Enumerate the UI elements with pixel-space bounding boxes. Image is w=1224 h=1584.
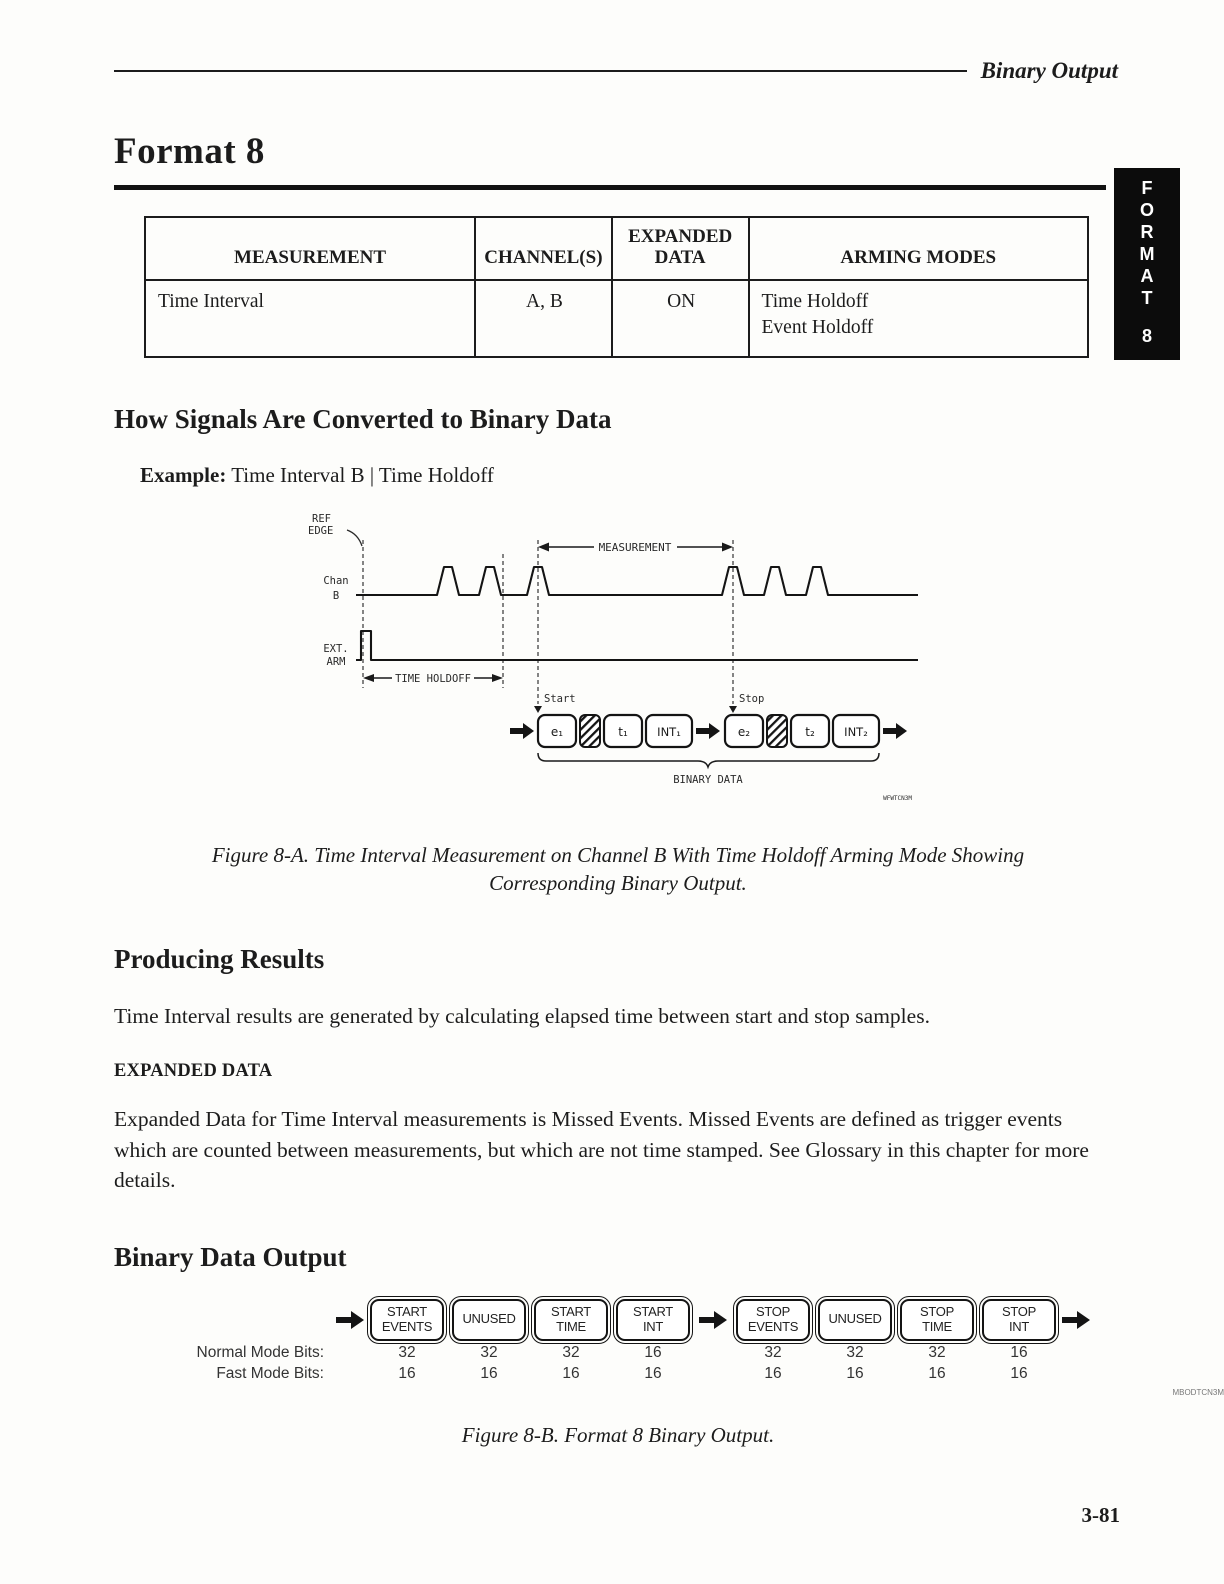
header-expanded-data (612, 217, 749, 281)
header-channels: CHANNEL(S) (475, 217, 612, 281)
start-arrowhead (534, 706, 542, 713)
measurement-label: MEASUREMENT (598, 540, 672, 554)
sample-box-e2-label: e₂ (737, 724, 751, 739)
cell-channels: A, B (475, 280, 612, 357)
flow-arrow-icon (336, 1311, 364, 1329)
flow-arrow-icon (883, 723, 907, 739)
word-box-unused-1: UNUSED (452, 1299, 526, 1341)
header-expanded-line2: DATA (654, 247, 706, 269)
example-text: Time Interval B | Time Holdoff (231, 462, 494, 487)
measurement-right-arrowhead (722, 542, 733, 551)
chan-label: Chan (323, 574, 349, 587)
timing-diagram-svg (298, 510, 958, 810)
normal-bits-value: 32 (562, 1343, 580, 1361)
fast-bits-value: 16 (398, 1364, 416, 1382)
figure-a-watermark: WFWTCN3M (883, 794, 912, 802)
flow-arrow-icon (510, 723, 534, 739)
chan-b-label: B (332, 589, 340, 602)
sample-box-int1-label: INT₁ (657, 724, 681, 739)
side-tab-letter: M (1139, 243, 1155, 264)
fast-bits-value: 16 (644, 1364, 662, 1382)
normal-bits-value: 32 (764, 1343, 782, 1361)
holdoff-left-arrowhead (363, 674, 374, 682)
stop-arrowhead (729, 706, 737, 713)
figure-8a-diagram (298, 510, 1118, 815)
side-tab-letter: T (1141, 287, 1153, 308)
sample-box-int2-label: INT₂ (844, 724, 868, 739)
example-label: Example: (140, 462, 227, 487)
ref-edge-label-line2: EDGE (308, 524, 334, 537)
side-tab-letter: F (1141, 178, 1153, 198)
stop-label: Stop (739, 692, 765, 705)
fast-bits-value: 16 (928, 1364, 946, 1382)
producing-results-body: Time Interval results are generated by calculating elapsed time between start and stop samples. (114, 1003, 930, 1028)
ref-edge-leader-line (347, 530, 362, 546)
arming-mode-2: Event Holdoff (761, 316, 874, 338)
word-box-unused-2: UNUSED (818, 1299, 892, 1341)
normal-mode-bits-label: Normal Mode Bits: (196, 1343, 324, 1361)
fast-mode-bits-label: Fast Mode Bits: (216, 1364, 324, 1382)
flow-arrow-icon (696, 723, 720, 739)
figure-8a-caption-line1: Figure 8-A. Time Interval Measurement on Channel B With Time Holdoff Arming Mode Showing (211, 842, 1025, 867)
chan-b-waveform (356, 567, 918, 595)
cell-expanded: ON (612, 280, 749, 357)
arming-mode-1: Time Holdoff (761, 291, 869, 313)
fast-bits-value: 16 (480, 1364, 498, 1382)
figure-8a-caption (114, 841, 1122, 898)
header-expanded-line1: EXPANDED (628, 225, 733, 247)
title-rule (114, 185, 1106, 190)
sample-box-e1-label: e₁ (550, 724, 564, 739)
hatched-unused-box (767, 715, 787, 747)
time-holdoff-label: TIME HOLDOFF (395, 672, 471, 685)
cell-measurement: Time Interval (145, 280, 475, 357)
section-heading-binary-data-output: Binary Data Output (114, 1241, 347, 1272)
word-box-stop-time: STOP TIME (900, 1299, 974, 1341)
figure-8b-diagram (174, 1299, 1224, 1397)
normal-bits-value: 32 (846, 1343, 864, 1361)
format-8-side-tab (1114, 168, 1180, 360)
word-box-stop-int: STOP INT (982, 1299, 1056, 1341)
running-head (114, 58, 1118, 84)
ref-edge-label-line1: REF (312, 512, 331, 525)
start-label: Start (544, 692, 576, 705)
measurement-left-arrowhead (538, 542, 549, 551)
fast-bits-value: 16 (562, 1364, 580, 1382)
sample-box-t2-label: t₂ (805, 724, 815, 739)
hatched-unused-box (580, 715, 600, 747)
word-box-start-time: START TIME (534, 1299, 608, 1341)
page-number: 3-81 (1081, 1503, 1120, 1527)
side-tab-number: 8 (1141, 325, 1152, 346)
fast-bits-value: 16 (1010, 1364, 1028, 1382)
header-arming-modes: ARMING MODES (749, 217, 1088, 281)
fast-bits-value: 16 (846, 1364, 864, 1382)
expanded-data-body: Expanded Data for Time Interval measurements is Missed Events. Missed Events are defined as trigger events which are counted between measurements, but which are not time stamped. See Glossary in this chapter for more details. (114, 1107, 1089, 1193)
table-header-row (145, 217, 1088, 281)
fast-bits-value: 16 (764, 1364, 782, 1382)
page-title: Format 8 (114, 131, 265, 172)
figure-b-watermark: MBODTCN3M (1172, 1387, 1224, 1397)
table-row (145, 280, 1088, 357)
running-head-rule (114, 70, 967, 72)
section-heading-signals: How Signals Are Converted to Binary Data (114, 403, 612, 434)
expanded-data-subheading: EXPANDED DATA (114, 1061, 273, 1082)
normal-bits-value: 16 (1010, 1343, 1028, 1361)
normal-bits-value: 32 (480, 1343, 498, 1361)
normal-bits-value: 32 (398, 1343, 416, 1361)
side-tab-letter: O (1139, 199, 1154, 220)
word-box-stop-events: STOP EVENTS (736, 1299, 810, 1341)
binary-data-brace (538, 753, 879, 767)
flow-arrow-icon (1062, 1311, 1090, 1329)
sample-box-t1-label: t₁ (618, 724, 628, 739)
word-box-start-int: START INT (616, 1299, 690, 1341)
normal-bits-value: 16 (644, 1343, 662, 1361)
holdoff-right-arrowhead (492, 674, 503, 682)
figure-8a-caption-line2: Corresponding Binary Output. (489, 871, 747, 896)
format-spec-table (144, 216, 1089, 358)
figure-8b-caption: Figure 8-B. Format 8 Binary Output. (461, 1422, 775, 1447)
flow-arrow-icon (699, 1311, 727, 1329)
side-tab-letter: R (1140, 221, 1154, 242)
section-heading-producing-results: Producing Results (114, 943, 325, 974)
binary-data-label: BINARY DATA (673, 773, 743, 786)
header-measurement: MEASUREMENT (145, 217, 475, 281)
ext-arm-label-line2: ARM (326, 655, 346, 668)
ext-arm-waveform (356, 631, 918, 660)
example-line (114, 463, 1118, 488)
side-tab-letter: A (1140, 265, 1154, 286)
ext-arm-label-line1: EXT. (323, 642, 349, 655)
normal-bits-value: 32 (928, 1343, 946, 1361)
word-box-start-events: START EVENTS (370, 1299, 444, 1341)
cell-arming-modes (749, 280, 1088, 357)
running-head-title: Binary Output (980, 58, 1118, 83)
